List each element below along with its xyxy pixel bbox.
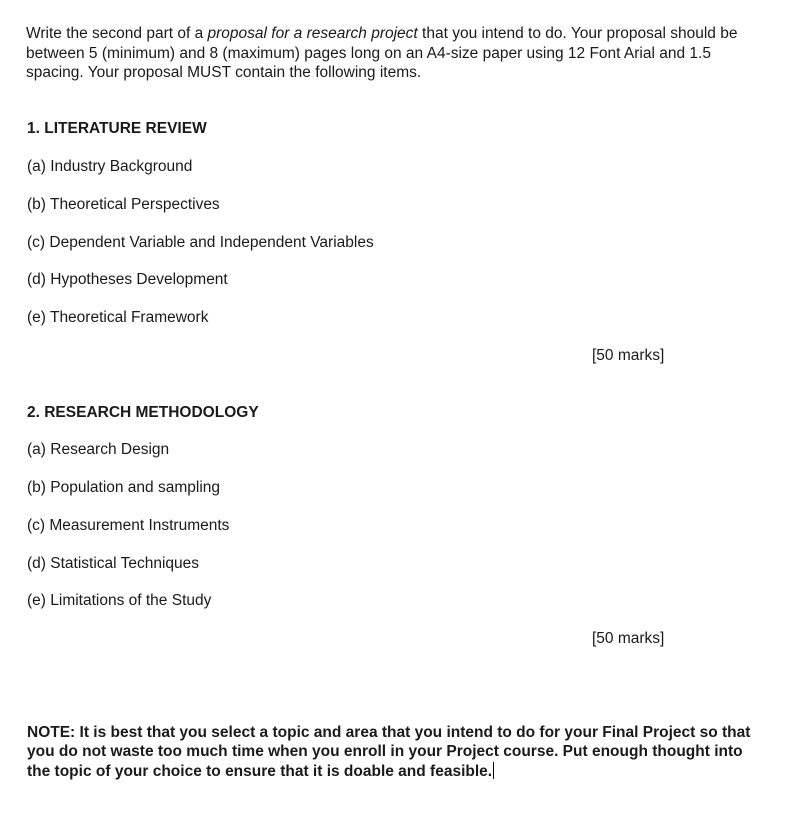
section-heading-research-methodology: 2. RESEARCH METHODOLOGY xyxy=(27,404,259,421)
list-item: (a) Industry Background xyxy=(27,158,193,175)
marks-label: [50 marks] xyxy=(592,630,665,647)
intro-text-start: Write the second part of a xyxy=(26,25,208,42)
intro-paragraph xyxy=(26,24,766,83)
section-heading-literature-review: 1. LITERATURE REVIEW xyxy=(27,120,207,137)
list-item: (e) Theoretical Framework xyxy=(27,309,209,326)
note-paragraph[interactable] xyxy=(27,723,757,781)
marks-label: [50 marks] xyxy=(592,347,665,364)
text-cursor xyxy=(493,762,494,779)
list-item: (d) Hypotheses Development xyxy=(27,271,228,288)
list-item: (d) Statistical Techniques xyxy=(27,555,200,572)
list-item: (c) Dependent Variable and Independent Variables xyxy=(27,234,374,251)
intro-emphasis: proposal for a research project xyxy=(207,25,418,42)
intro-text-end: that you intend to do. Your proposal should be between 5 (minimum) and 8 (maximum) pages long on an A4-size paper using 12 Font Arial and 1.5 spacing. Your proposal MUST contain the following items. xyxy=(26,25,738,81)
list-item: (e) Limitations of the Study xyxy=(27,592,212,609)
list-item: (c) Measurement Instruments xyxy=(27,517,230,534)
list-item: (a) Research Design xyxy=(27,441,170,458)
list-item: (b) Population and sampling xyxy=(27,479,221,496)
list-item: (b) Theoretical Perspectives xyxy=(27,196,220,213)
note-text: NOTE: It is best that you select a topic and area that you intend to do for your Final Project so that you do not waste too much time when you enroll in your Project course. Put enough thought into the topic of your choice to ensure that it is doable and feasible. xyxy=(27,724,751,780)
